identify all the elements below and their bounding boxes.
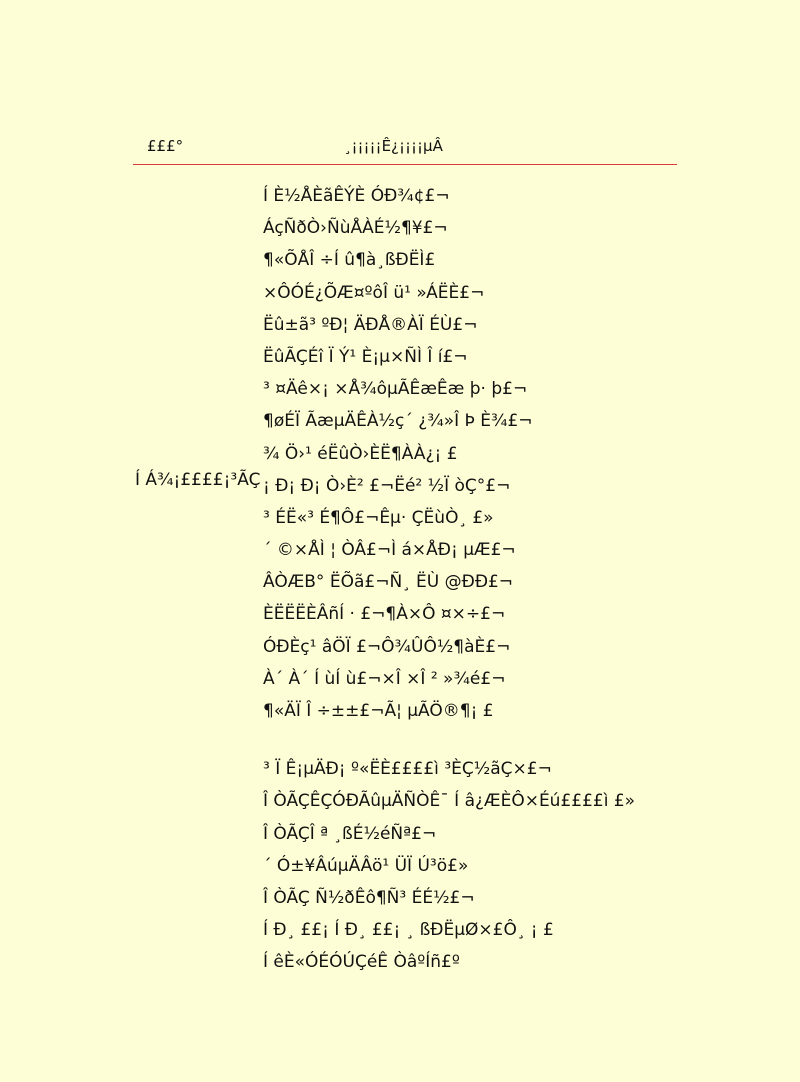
poem-line: ³ Ï Ê¡µÄÐ¡ º«ËÈ££££ì ³ÈÇ½ãÇ×£¬ [263, 759, 552, 780]
running-title: ¸¡¡¡¡¡Ê¿¡¡¡¡µÂ [344, 137, 443, 155]
poem-line: ¶øÉÏ ÃæµÄÊÀ½ç´ ¿¾»Î Þ È¾£¬ [263, 411, 533, 432]
page-header [133, 128, 677, 165]
poem-line: ³ ¤Äê×¡ ×Å¾ôµÃÊæÊæ þ· þ£¬ [263, 379, 528, 400]
poem-line: ³ ÉË«³ É¶Ô£¬Êµ· ÇËùÒ¸ £» [263, 507, 494, 528]
poem-line: ¡ Ð¡ Ð¡ Ò›È² £¬Ëé² ½Ï òÇ°£¬ [263, 475, 511, 496]
page-number: £££° [147, 137, 184, 155]
poem-line: ¶«ÕÅÎ ÷Í û¶à¸ßÐËÌ£ [263, 250, 436, 271]
poem-line: ËûÃÇÉî Ï Ý¹ È¡µ×ÑÌ Î í£¬ [263, 346, 468, 367]
poem-line: Î ÒÃÇ Ñ½ðÊô¶Ñ³ ÉÉ½£¬ [263, 887, 475, 908]
poem-line: Í È½ÅÈãÊÝÈ ÓÐ¾¢£¬ [263, 186, 450, 206]
poem-body [263, 180, 663, 979]
poem-line: ×ÔÓÉ¿ÕÆ¤ºôÎ ü¹ »ÁËÈ£¬ [263, 282, 485, 303]
poem-line: Î ÒÃÇÎ ª ¸ßÉ½éÑª£¬ [263, 823, 437, 844]
stanza-gap [263, 727, 663, 753]
poem-line: ÂÒÆB° ËÕã£¬Ñ¸ ËÙ @ÐÐ£¬ [263, 572, 514, 593]
poem-line: ¶«ÄÏ Î ÷±±£¬Ã¦ µÃÖ®¶¡ £ [263, 701, 494, 721]
poem-line: ÈËËËÈÂñÍ · £¬¶À×Ô ¤×÷£¬ [263, 604, 506, 625]
poem-line: ´ Ó±¥ÂúµÄÂö¹ ÜÏ Ú³ö£» [263, 855, 469, 876]
poem-line: Î ÒÃÇÊÇÓÐÃûµÄÑÒÊ¯ Í â¿ÆÈÔ×Éú££££ì £» [263, 791, 636, 812]
poem-line: ÁçÑðÒ›ÑùÅÀÉ½¶¥£¬ [263, 218, 448, 239]
poem-line: ´ ©×ÅÌ ¦ ÒÂ£¬Ì á×ÅÐ¡ µÆ£¬ [263, 540, 516, 561]
stanza-2 [263, 753, 663, 978]
side-annotation: Í Á¾¡££££¡³ÃÇ [135, 470, 261, 490]
poem-line: Ëû±ã³ ºÐ¦ ÄÐÅ®ÀÏ ÉÙ£¬ [263, 314, 478, 335]
poem-line: ÓÐÈç¹ âÖÏ £¬Ô¾ÛÔ½¶àÈ£¬ [263, 636, 511, 657]
stanza-1 [263, 180, 663, 727]
poem-line: Í êÈ«ÓÉÓÚÇéÊ ÒâºÍñ£º [263, 952, 460, 973]
poem-line: ¾ Ö›¹ éËûÒ›ÈË¶ÀÀ¿¡ £ [263, 443, 458, 464]
poem-line: À´ À´ Í ùÍ ù£¬×Î ×Î ² »¾é£¬ [263, 668, 506, 689]
poem-line: Í Ð¸ ££¡ Í Ð¸ ££¡ ¸ ßÐËµØ×£Ô¸ ¡ £ [263, 920, 554, 941]
